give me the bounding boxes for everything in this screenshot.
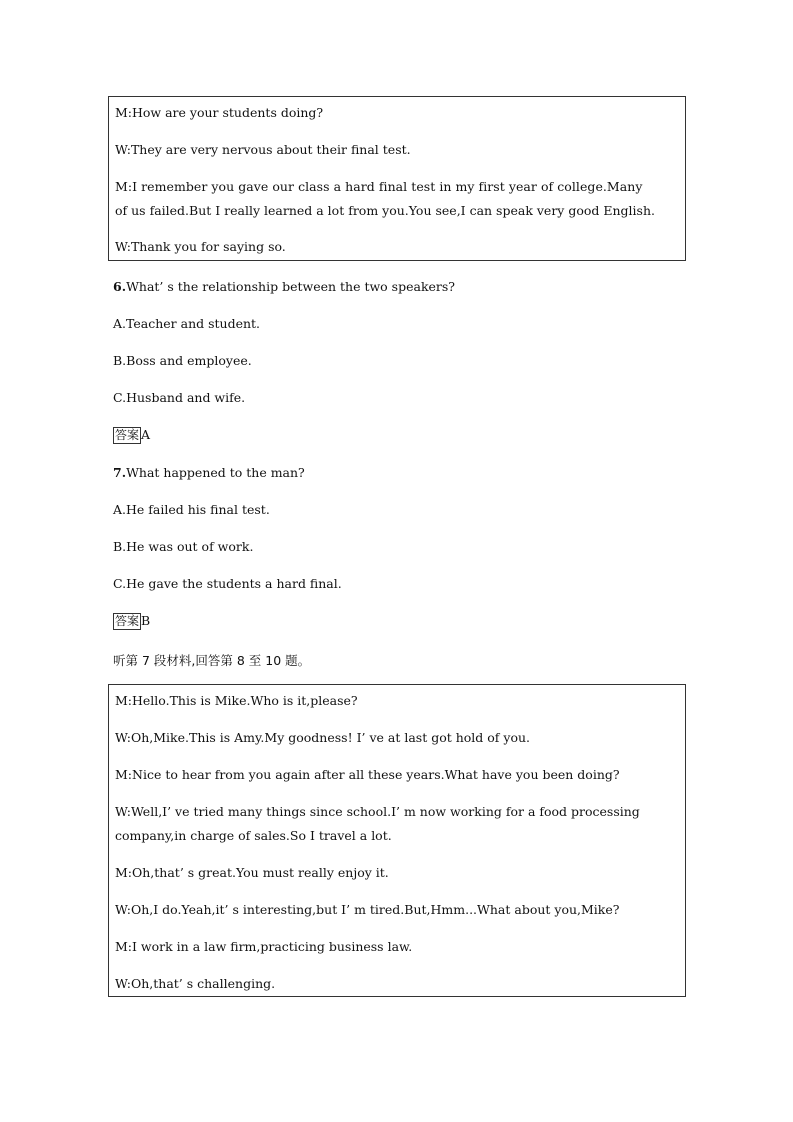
dialogue-line: W:Thank you for saying so. xyxy=(115,239,286,254)
answer-tag: 答案 xyxy=(115,614,140,628)
answer-7 xyxy=(113,613,150,630)
question-7 xyxy=(113,465,305,480)
answer-tag: 答案 xyxy=(115,428,140,442)
dialogue-line: M:How are your students doing? xyxy=(115,105,324,120)
dialogue-line: M:I work in a law firm,practicing business law. xyxy=(115,939,413,954)
section-heading: 听第 7 段材料,回答第 8 至 10 题。 xyxy=(113,653,311,668)
dialogue-line: M:I remember you gave our class a hard final test in my first year of college.Many xyxy=(115,179,643,194)
question-text: What’ s the relationship between the two speakers? xyxy=(126,279,456,294)
dialogue-line: M:Nice to hear from you again after all these years.What have you been doing? xyxy=(115,767,620,782)
dialogue-box-1 xyxy=(108,96,686,261)
dialogue-line: W:Oh,that’ s challenging. xyxy=(115,976,276,991)
question-6 xyxy=(113,279,455,294)
dialogue-line: W:They are very nervous about their final test. xyxy=(115,142,411,157)
dialogue-line: W:Well,I’ ve tried many things since school.I’ m now working for a food processing xyxy=(115,804,640,819)
dialogue-line: M:Oh,that’ s great.You must really enjoy it. xyxy=(115,865,389,880)
answer-6 xyxy=(113,427,150,444)
dialogue-line: of us failed.But I really learned a lot from you.You see,I can speak very good English. xyxy=(115,203,655,218)
dialogue-line: company,in charge of sales.So I travel a lot. xyxy=(115,828,392,843)
question-number: 7. xyxy=(113,465,127,480)
option-a: A.Teacher and student. xyxy=(113,316,261,331)
answer-value: A xyxy=(141,427,151,442)
option-a: A.He failed his final test. xyxy=(113,502,270,517)
dialogue-box-2 xyxy=(108,684,686,997)
dialogue-line: M:Hello.This is Mike.Who is it,please? xyxy=(115,693,358,708)
question-text: What happened to the man? xyxy=(126,465,305,480)
dialogue-line: W:Oh,Mike.This is Amy.My goodness! I’ ve at last got hold of you. xyxy=(115,730,531,745)
dialogue-line: W:Oh,I do.Yeah,it’ s interesting,but I’ m tired.But,Hmm...What about you,Mike? xyxy=(115,902,620,917)
option-c: C.He gave the students a hard final. xyxy=(113,576,342,591)
answer-value: B xyxy=(141,613,151,628)
option-b: B.He was out of work. xyxy=(113,539,254,554)
option-c: C.Husband and wife. xyxy=(113,390,246,405)
question-number: 6. xyxy=(113,279,127,294)
option-b: B.Boss and employee. xyxy=(113,353,252,368)
